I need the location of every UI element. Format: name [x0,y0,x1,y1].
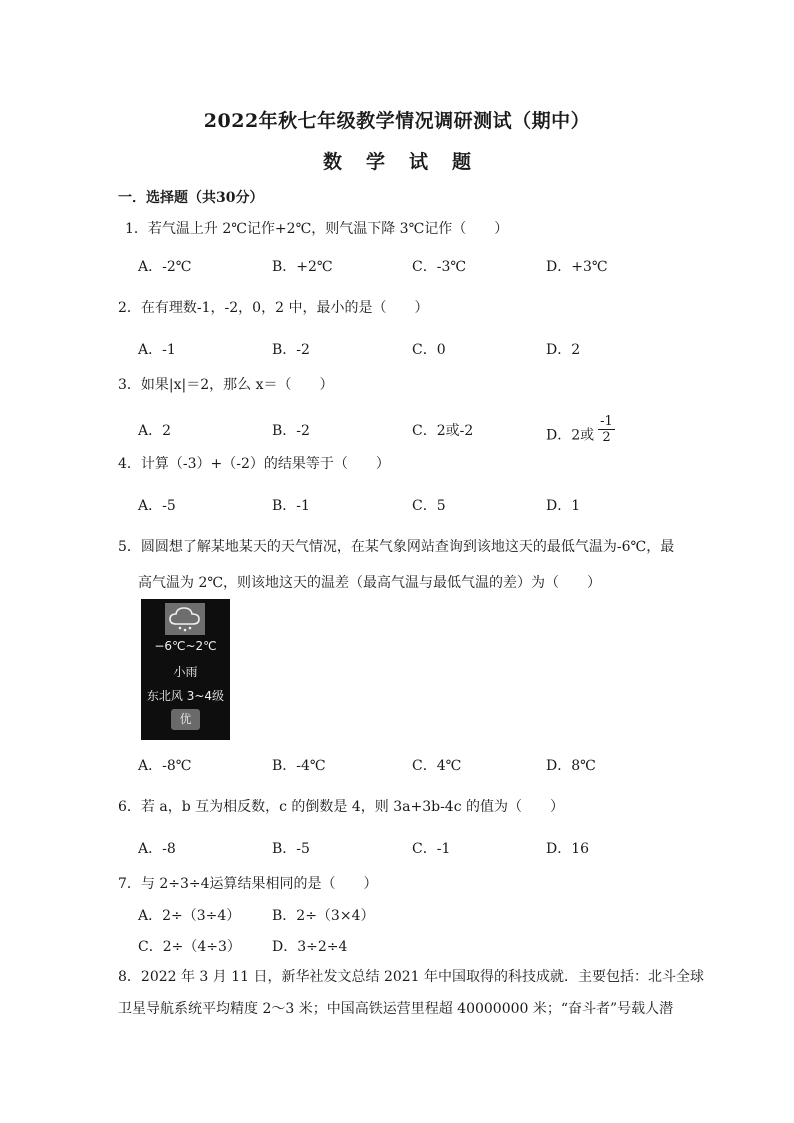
question-7-stem: 7．与 2÷3÷4运算结果相同的是（ ） [118,876,378,892]
q1-option-d: D．+3℃ [546,259,608,275]
q5-option-c: C．4℃ [412,758,462,774]
question-8-stem-line1: 8．2022 年 3 月 11 日，新华社发文总结 2021 年中国取得的科技成就．主要包括：北斗全球 [118,969,705,985]
q4-option-d: D．1 [546,498,581,514]
subtitle-char: 学 [365,151,385,173]
q4-option-a: A．-5 [138,498,176,514]
q2-option-b: B．-2 [272,342,310,358]
q4-option-c: C．5 [412,498,446,514]
q3-option-b: B．-2 [272,423,310,439]
question-6-stem: 6．若 a，b 互为相反数，c 的倒数是 4，则 3a+3b-4c 的值为（ ） [118,799,564,815]
q1-option-c: C．-3℃ [412,259,467,275]
weather-wind: 东北风 3~4级 [146,689,225,703]
q6-option-c: C．-1 [412,841,451,857]
fraction-denominator: 2 [598,429,615,445]
fraction-numerator-value: 1 [604,414,613,429]
q3-option-a: A．2 [138,423,172,439]
weather-temp-range: −6℃~2℃ [154,639,217,653]
fraction-sign: - [600,414,605,429]
question-4-stem: 4．计算（-3）+（-2）的结果等于（ ） [118,456,390,472]
q6-option-a: A．-8 [138,841,176,857]
weather-widget [141,599,230,740]
q7-option-d: D．3÷2÷4 [272,939,348,955]
subtitle-char: 题 [452,151,472,173]
exam-subtitle [0,147,794,174]
q3-option-d-text: D．2或 [546,427,595,444]
q7-option-c: C．2÷（4÷3） [138,939,241,955]
q2-option-c: C．0 [412,342,446,358]
fraction-numerator [598,414,615,429]
rain-cloud-icon [165,603,205,635]
q2-option-d: D．2 [546,342,581,358]
q2-option-a: A．-1 [138,342,176,358]
q3-option-c: C．2或-2 [412,423,474,439]
q4-option-b: B．-1 [272,498,310,514]
q7-option-b: B．2÷（3×4） [272,908,375,924]
q1-option-a: A．-2℃ [138,259,192,275]
weather-condition: 小雨 [173,665,198,679]
question-8-stem-line2: 卫星导航系统平均精度 2～3 米；中国高铁运营里程超 40000000 米；“奋斗者”号载人潜 [118,1001,674,1017]
q7-option-a: A．2÷（3÷4） [138,908,241,924]
air-quality-badge: 优 [171,709,200,730]
q1-option-b: B．+2℃ [272,259,333,275]
question-5-stem-line2: 高气温为 2℃，则该地这天的温差（最高气温与最低气温的差）为（ ） [138,575,602,591]
q5-option-d: D．8℃ [546,758,596,774]
q5-option-b: B．-4℃ [272,758,326,774]
subtitle-char: 试 [409,151,429,173]
fraction [598,414,615,445]
subtitle-char: 数 [322,151,342,173]
section-heading: 一．选择题（共30分） [118,190,264,206]
question-2-stem: 2．在有理数-1，-2，0，2 中，最小的是（ ） [118,300,429,316]
q3-option-d [546,414,615,451]
exam-title: 2022年秋七年级教学情况调研测试（期中） [203,110,591,132]
q6-option-b: B．-5 [272,841,310,857]
question-5-stem-line1: 5．圆圆想了解某地某天的天气情况，在某气象网站查询到该地这天的最低气温为-6℃，最 [118,539,675,555]
q5-option-a: A．-8℃ [138,758,192,774]
question-3-stem: 3．如果|x|＝2，那么 x＝（ ） [118,377,334,393]
question-1-stem: 1．若气温上升 2℃记作+2℃，则气温下降 3℃记作（ ） [125,221,509,237]
q6-option-d: D．16 [546,841,590,857]
